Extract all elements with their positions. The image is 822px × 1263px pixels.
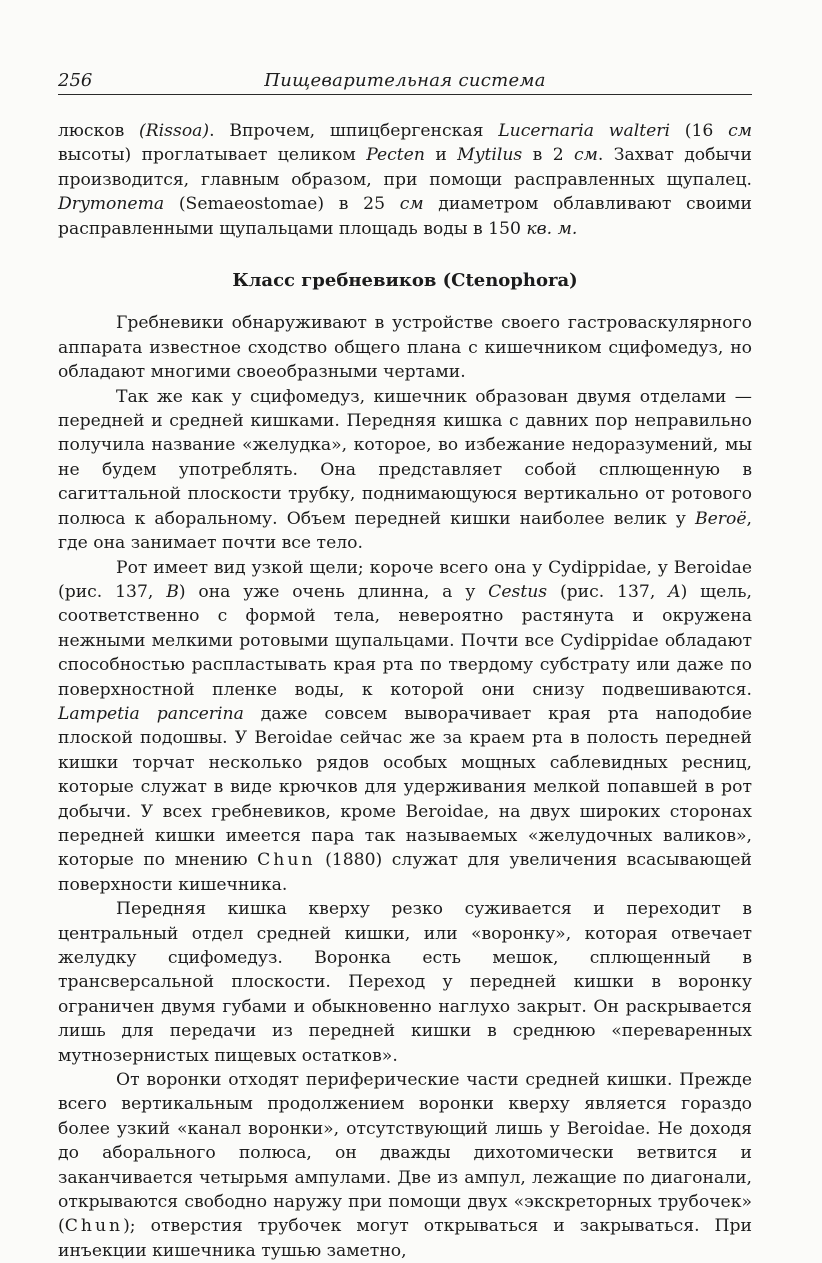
paragraph-5: От воронки отходят периферические части средней кишки. Прежде всего вертикальным продолжением воронки кверху является гораздо более узкий «канал воронки», отсутствующий лишь у Beroidae. Не доходя до аборального полюса, он дважды дихотомически ветвится и заканчивается четырьмя ампулами. Две из ампул, лежащие по диагонали, открываются свободно наружу при помощи двух «экскреторных трубочек» (Chun); отверстия трубочек могут открываться и закрываться. При инъекции кишечника тушью заметно,: [58, 1070, 752, 1261]
author-name: Chun: [257, 850, 316, 871]
paragraph-1: Гребневики обнаруживают в устройстве своего гастроваскулярного аппарата известное сходство общего плана с кишечником сцифомедуз, но обладают многими своеобразными чертами.: [58, 313, 752, 383]
page-header: [58, 68, 752, 95]
paragraph-2: Так же как у сцифомедуз, кишечник образован двумя отделами — передней и средней кишками. Передняя кишка с давних пор неправильно получила название «желудка», которое, во избежание недоразумений, мы не будем употреблять. Она представляет собой сплющенную в сагиттальной плоскости трубку, поднимающуюся вертикально от ротового полюса к аборальному. Объем передней кишки наиболее велик у Beroë, где она занимает почти все тело.: [58, 386, 752, 554]
section-title: Класс гребневиков (Ctenophora): [232, 270, 578, 292]
paragraph-4: Передняя кишка кверху резко суживается и переходит в центральный отдел средней кишки, или «воронку», которая отвечает желудку сцифомедуз. Воронка есть мешок, сплющенный в трансверсальной плоскости. Переход у передней кишки в воронку ограничен двумя губами и обыкновенно наглухо закрыт. Он раскрывается лишь для передачи из передней кишки в среднюю «переваренных мутнозернистых пищевых остатков».: [58, 899, 752, 1066]
author-name: Chun: [64, 1216, 124, 1237]
page-body: [58, 119, 752, 1263]
intro-paragraph: люсков (Rissoa). Впрочем, шпицбергенская Lucernaria walteri (16 см высоты) проглатывает целиком Pecten и Mytilus в 2 см. Захват добычи производится, главным образом, при помощи расправленных щупалец. Drymonema (Semaeostomae) в 25 см диаметром облавливают своими расправленными щупальцами площадь воды в 150 кв. м.: [58, 121, 752, 239]
paragraph-3: Рот имеет вид узкой щели; короче всего она у Cydippidae, у Beroidae (рис. 137, B) она уже очень длинна, а у Cestus (рис. 137, A) щель, соответственно с формой тела, невероятно растянута и окружена нежными мелкими ротовыми щупальцами. Почти все Cydippidae обладают способностью распластывать края рта по твердому субстрату или даже по поверхностной пленке воды, к которой они снизу подвешиваются. Lampetia pancerina даже совсем выворачивает края рта наподобие плоской подошвы. У Beroidae сейчас же за краем рта в полость передней кишки торчат несколько рядов особых мощных саблевидных ресниц, которые служат в виде крючков для удерживания мелкой попавшей в рот добычи. У всех гребневиков, кроме Beroidae, на двух широких сторонах передней кишки имеется пара так называемых «желудочных валиков», которые по мнению Chun (1880) служат для увеличения всасывающей поверхности кишечника.: [58, 557, 753, 895]
book-page: [58, 68, 752, 1263]
running-title: Пищеварительная система: [264, 70, 546, 91]
page-number: 256: [58, 70, 93, 91]
